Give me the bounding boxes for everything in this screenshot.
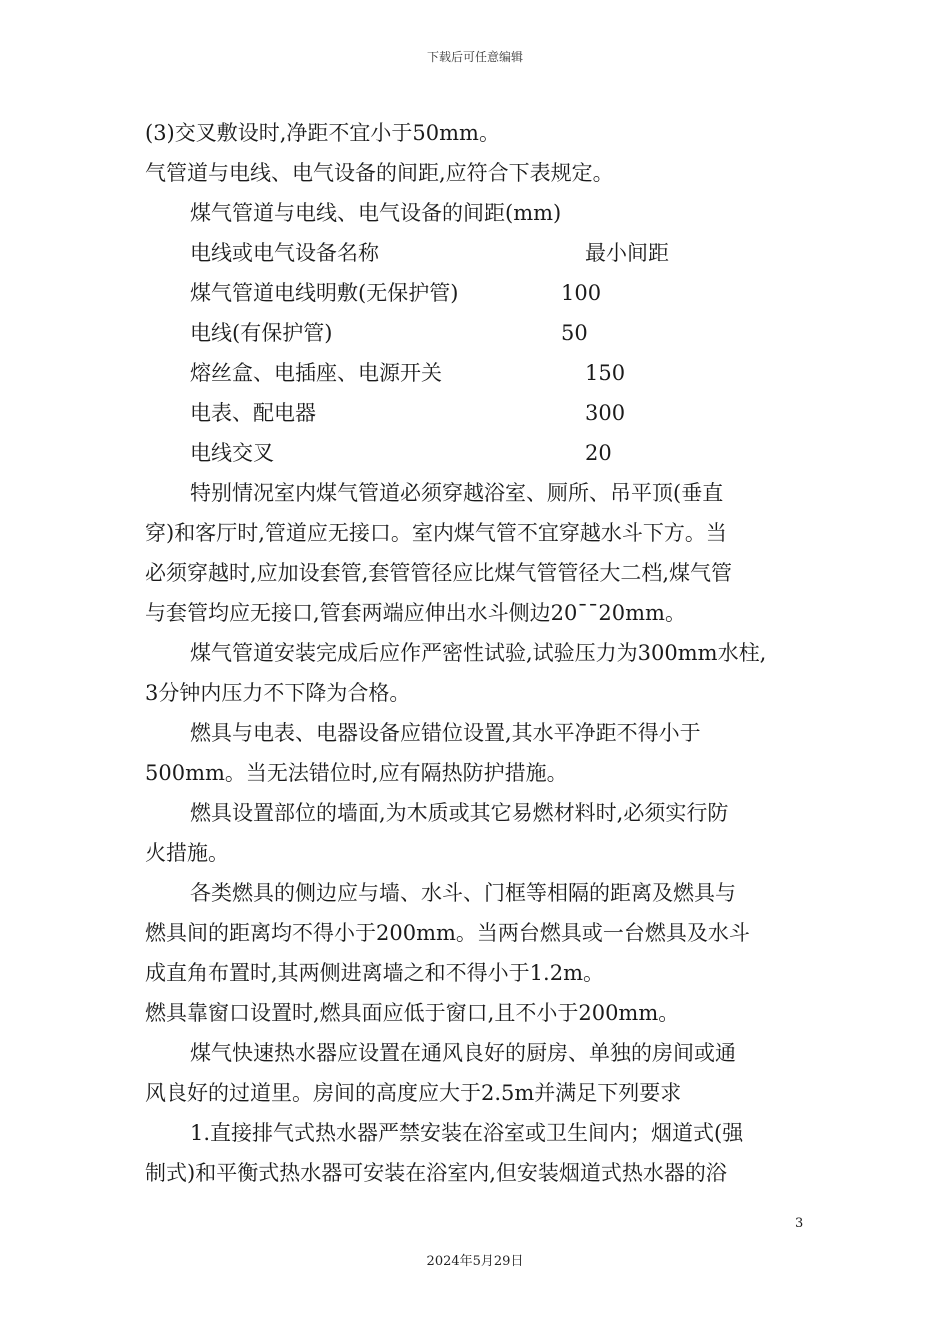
table-row	[145, 273, 815, 313]
table-cell-value: 150	[585, 361, 626, 385]
table-cell-name: 熔丝盒、电插座、电源开关	[190, 361, 442, 385]
paragraph-line: 风良好的过道里。房间的高度应大于2.5m并满足下列要求	[145, 1081, 682, 1105]
table-row	[145, 393, 815, 433]
table-row	[145, 313, 815, 353]
paragraph-line: 500mm。当无法错位时,应有隔热防护措施。	[145, 761, 568, 785]
page-footer-date: 2024年5月29日	[426, 1254, 524, 1269]
paragraph-line: 煤气管道安装完成后应作严密性试验,试验压力为300mm水柱,	[190, 641, 767, 665]
paragraph-line: 制式)和平衡式热水器可安装在浴室内,但安装烟道式热水器的浴	[145, 1161, 727, 1185]
page-header: 下载后可任意编辑	[426, 50, 523, 64]
page-number: 3	[795, 1216, 804, 1231]
table-cell-name: 电线交叉	[190, 441, 274, 465]
table-header-name: 电线或电气设备名称	[190, 241, 379, 265]
paragraph-line: 与套管均应无接口,管套两端应伸出水斗侧边20¯¯20mm。	[145, 601, 686, 625]
paragraph-line: 燃具间的距离均不得小于200mm。当两台燃具或一台燃具及水斗	[145, 921, 750, 945]
table-caption: 煤气管道与电线、电气设备的间距(mm)	[190, 201, 562, 225]
document-body	[145, 113, 815, 1193]
paragraph-line: 煤气快速热水器应设置在通风良好的厨房、单独的房间或通	[190, 1041, 736, 1065]
table-cell-value: 300	[585, 401, 626, 425]
paragraph-line: 燃具靠窗口设置时,燃具面应低于窗口,且不小于200mm。	[145, 1001, 680, 1025]
table-row	[145, 353, 815, 393]
table-cell-name: 电线(有保护管)	[190, 321, 333, 345]
paragraph-line: 3分钟内压力不下降为合格。	[145, 681, 411, 705]
paragraph-line: 1.直接排气式热水器严禁安装在浴室或卫生间内；烟道式(强	[190, 1121, 744, 1145]
paragraph-line: 必须穿越时,应加设套管,套管管径应比煤气管管径大二档,煤气管	[145, 561, 733, 585]
paragraph-line: 火措施。	[145, 841, 229, 865]
table-header-row	[145, 233, 815, 273]
table-cell-name: 电表、配电器	[190, 401, 316, 425]
paragraph-line: 特别情况室内煤气管道必须穿越浴室、厕所、吊平顶(垂直	[190, 481, 724, 505]
table-cell-value: 50	[561, 321, 588, 345]
table-row	[145, 433, 815, 473]
text-line: 气管道与电线、电气设备的间距,应符合下表规定。	[145, 161, 614, 185]
text-line: (3)交叉敷设时,净距不宜小于50mm。	[145, 121, 500, 145]
table-cell-name: 煤气管道电线明敷(无保护管)	[190, 281, 459, 305]
table-cell-value: 100	[561, 281, 602, 305]
paragraph-line: 各类燃具的侧边应与墙、水斗、门框等相隔的距离及燃具与	[190, 881, 736, 905]
paragraph-line: 燃具与电表、电器设备应错位设置,其水平净距不得小于	[190, 721, 701, 745]
paragraph-line: 成直角布置时,其两侧进离墙之和不得小于1.2m。	[145, 961, 604, 985]
table-header-value: 最小间距	[585, 241, 669, 265]
paragraph-line: 穿)和客厅时,管道应无接口。室内煤气管不宜穿越水斗下方。当	[145, 521, 727, 545]
table-cell-value: 20	[585, 441, 612, 465]
paragraph-line: 燃具设置部位的墙面,为木质或其它易燃材料时,必须实行防	[190, 801, 729, 825]
